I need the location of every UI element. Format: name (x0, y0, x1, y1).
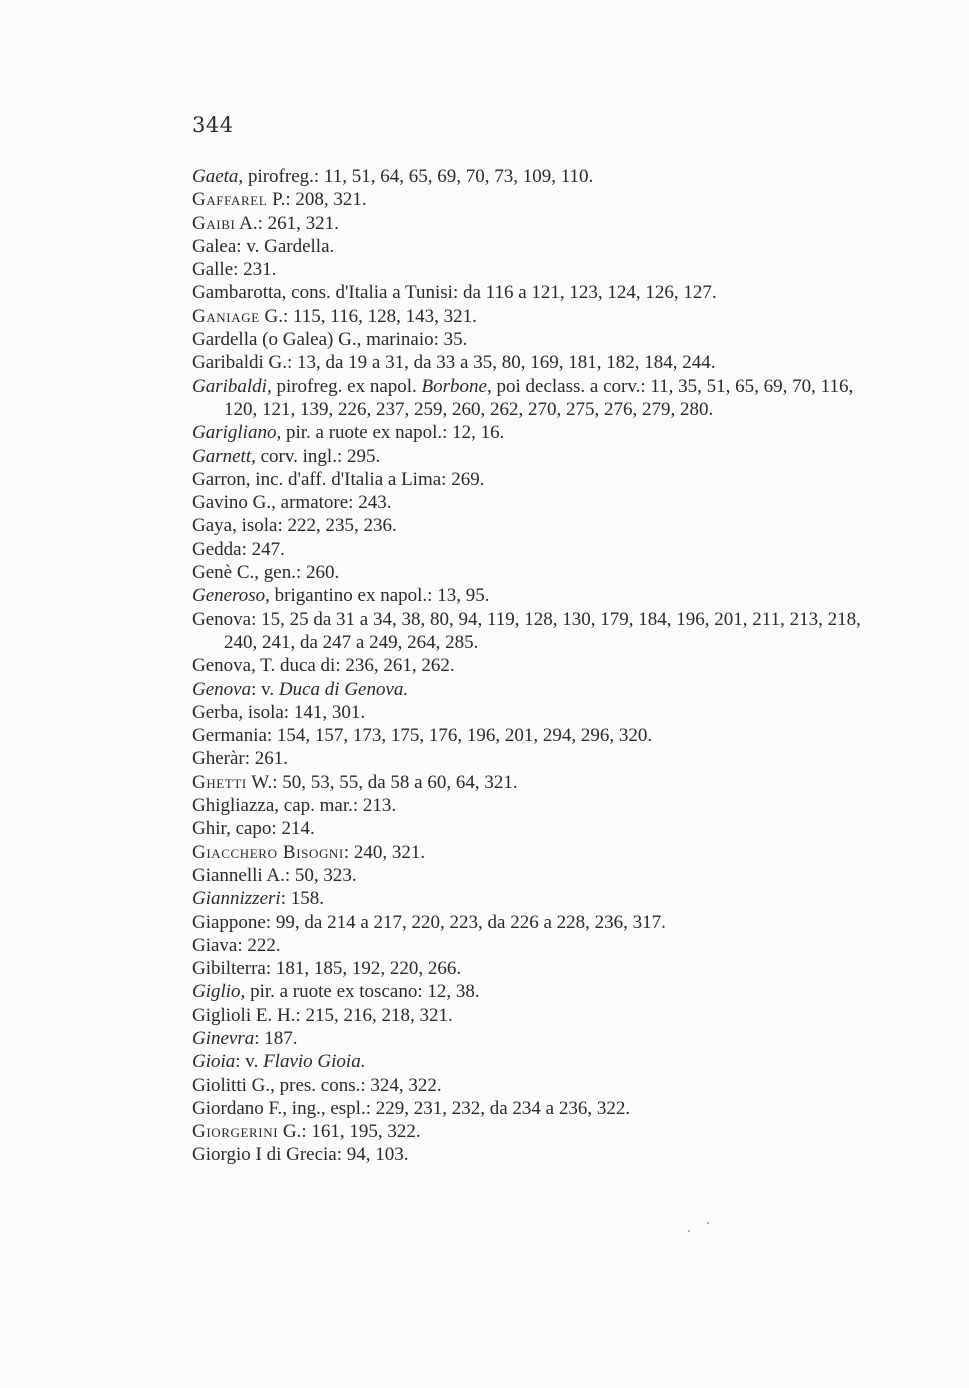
index-entry-text: Giorgerini (192, 1121, 279, 1143)
index-entry (192, 1004, 882, 1027)
index-entry-text: : v. (251, 678, 279, 700)
index-entry-text: A.: 261, 321. (235, 212, 339, 234)
index-entry (192, 351, 882, 374)
index-entry (192, 1074, 882, 1097)
index-list (192, 165, 882, 1167)
index-entry (192, 188, 882, 211)
index-entry (192, 212, 882, 235)
index-entry-text: Giolitti G., pres. cons.: 324, 322. (192, 1074, 442, 1096)
speck-mark (707, 1222, 709, 1224)
index-entry (192, 817, 882, 840)
index-entry-text: Giglioli E. H.: 215, 216, 218, 321. (192, 1004, 453, 1026)
index-entry (192, 421, 882, 444)
index-entry-text: Ghir, capo: 214. (192, 818, 315, 840)
index-entry-text: Gambarotta, cons. d'Italia a Tunisi: da 116 a 121, 123, 124, 126, 127. (192, 282, 717, 304)
page-number: 344 (192, 113, 234, 137)
index-entry-text: G.: 115, 116, 128, 143, 321. (259, 305, 477, 327)
index-entry-text: Ghigliazza, cap. mar.: 213. (192, 795, 397, 817)
index-entry-text: Germania: 154, 157, 173, 175, 176, 196, 201, 294, 296, 320. (192, 725, 653, 747)
index-entry-text: corv. ingl.: 295. (255, 445, 381, 467)
index-entry-text: Gerba, isola: 141, 301. (192, 701, 366, 723)
index-entry-text: Ghetti (192, 771, 247, 793)
index-entry (192, 305, 882, 328)
index-entry-text: : 187. (254, 1027, 298, 1049)
index-entry-text: Gaeta, (192, 166, 244, 187)
index-entry (192, 654, 882, 677)
index-entry-text: Giordano F., ing., espl.: 229, 231, 232, da 234 a 236, 322. (192, 1097, 631, 1119)
index-entry-text: Gaibi (192, 212, 236, 234)
index-entry (192, 514, 882, 537)
index-entry (192, 328, 882, 351)
index-entry-text: Flavio Gioia. (263, 1051, 366, 1073)
index-entry-text: pirofreg.: 11, 51, 64, 65, 69, 70, 73, 109, 110. (243, 166, 594, 187)
index-entry-text: Gaffarel (192, 189, 268, 211)
index-entry (192, 934, 882, 957)
index-entry-text: Ganiage (192, 305, 260, 327)
index-entry-text: Genova, T. duca di: 236, 261, 262. (192, 655, 455, 677)
index-entry-text: Gedda: 247. (192, 538, 285, 560)
index-entry-text: Galle: 231. (192, 259, 277, 281)
index-entry (192, 281, 882, 304)
index-entry (192, 1027, 882, 1050)
index-entry (192, 1097, 882, 1120)
index-entry-text: brigantino ex napol.: 13, 95. (269, 585, 490, 607)
index-entry (192, 794, 882, 817)
index-entry (192, 1050, 882, 1073)
index-entry-text: Ginevra (192, 1027, 255, 1049)
index-entry (192, 584, 882, 607)
index-entry-text: pir. a ruote ex toscano: 12, 38. (245, 981, 480, 1003)
index-entry-text: Gibilterra: 181, 185, 192, 220, 266. (192, 958, 462, 980)
index-entry-text: Giacchero Bisogni (192, 841, 344, 863)
index-entry-text: Generoso, (192, 585, 270, 607)
index-entry (192, 980, 882, 1003)
index-entry (192, 724, 882, 747)
index-entry-text: Giappone: 99, da 214 a 217, 220, 223, da 226 a 228, 236, 317. (192, 911, 666, 933)
index-entry-text: : 240, 321. (343, 841, 426, 863)
index-entry-text: Garnett, (192, 445, 256, 467)
index-entry (192, 538, 882, 561)
index-entry-text: Gheràr: 261. (192, 748, 289, 770)
index-entry (192, 771, 882, 794)
index-entry-text: Borbone, (421, 375, 492, 397)
index-entry (192, 864, 882, 887)
index-entry (192, 957, 882, 980)
index-entry-text: Genova (192, 678, 252, 700)
index-entry (192, 165, 882, 188)
index-entry (192, 1143, 882, 1166)
index-entry-text: Garron, inc. d'aff. d'Italia a Lima: 269. (192, 468, 485, 490)
index-entry-text: : v. (235, 1051, 264, 1073)
index-entry-text: Genova: 15, 25 da 31 a 34, 38, 80, 94, 119, 128, 130, 179, 184, 196, 201, 211, 213, 218, 240, 241, da 247 a 249, 264, 285. (192, 608, 861, 653)
index-entry (192, 747, 882, 770)
index-entry (192, 678, 882, 701)
index-entry-text: Gioia (192, 1051, 236, 1073)
index-entry-text: Giannizzeri (192, 888, 281, 910)
index-entry (192, 235, 882, 258)
index-entry (192, 1120, 882, 1143)
index-entry (192, 561, 882, 584)
index-entry (192, 491, 882, 514)
index-entry-text: pir. a ruote ex napol.: 12, 16. (281, 422, 505, 444)
speck-mark (688, 1230, 690, 1232)
index-entry-text: W.: 50, 53, 55, da 58 a 60, 64, 321. (246, 771, 518, 793)
index-entry (192, 701, 882, 724)
index-entry-text: Duca di Genova. (278, 678, 409, 700)
index-entry-text: Gavino G., armatore: 243. (192, 492, 392, 514)
index-entry-text: Genè C., gen.: 260. (192, 562, 340, 584)
index-entry-text: Giava: 222. (192, 934, 281, 956)
index-entry-text: pirofreg. ex napol. (271, 375, 422, 397)
index-entry-text: Galea: v. Gardella. (192, 235, 335, 257)
index-entry-text: Garigliano, (192, 422, 282, 444)
index-entry-text: Giorgio I di Grecia: 94, 103. (192, 1144, 409, 1166)
index-entry (192, 375, 882, 422)
index-entry-text: Garibaldi, (192, 375, 272, 397)
index-entry (192, 841, 882, 864)
index-entry (192, 887, 882, 910)
index-entry (192, 258, 882, 281)
index-entry-text: Giglio, (192, 981, 246, 1003)
index-entry-text: Gardella (o Galea) G., marinaio: 35. (192, 329, 468, 351)
index-entry-text: : 158. (280, 888, 324, 910)
index-entry-text: poi declass. a corv.: 11, 35, 51, 65, 69, 70, 116, 120, 121, 139, 226, 237, 259, 260, 262, 270, 275, 276, 279, 280. (224, 375, 854, 420)
index-entry-text: Gaya, isola: 222, 235, 236. (192, 515, 397, 537)
index-entry (192, 608, 882, 655)
index-entry-text: Garibaldi G.: 13, da 19 a 31, da 33 a 35, 80, 169, 181, 182, 184, 244. (192, 352, 716, 374)
index-entry (192, 468, 882, 491)
index-entry-text: Giannelli A.: 50, 323. (192, 864, 357, 886)
index-entry-text: G.: 161, 195, 322. (278, 1121, 421, 1143)
index-entry-text: P.: 208, 321. (267, 189, 367, 211)
index-entry (192, 445, 882, 468)
index-entry (192, 911, 882, 934)
